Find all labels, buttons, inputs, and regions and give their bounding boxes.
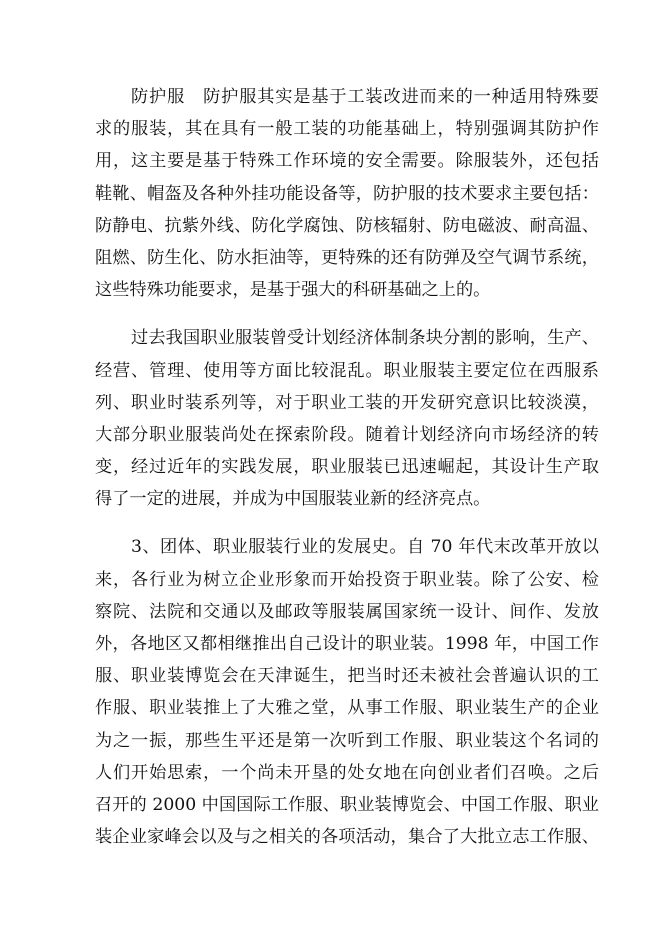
- paragraph-protective-clothing: [95, 81, 599, 306]
- paragraph-history-background: [95, 322, 599, 515]
- paragraph-industry-development: [95, 531, 599, 853]
- text-line: 防静电、抗紫外线、防化学腐蚀、防核辐射、防电磁波、耐高温、: [95, 215, 599, 236]
- text-line: 来，各行业为树立企业形象而开始投资于职业装。除了公安、检: [95, 569, 599, 590]
- text-line: 服、职业装博览会在天津诞生，把当时还未被社会普遍认识的工: [95, 666, 599, 687]
- text-line: 召开的 2000 中国国际工作服、职业装博览会、中国工作服、职业: [95, 794, 599, 815]
- text-line: 大部分职业服装尚处在探索阶段。随着计划经济向市场经济的转: [95, 424, 599, 445]
- text-line: 人们开始思索，一个尚未开垦的处女地在向创业者们召唤。之后: [95, 762, 599, 783]
- text-line: 这些特殊功能要求，是基于强大的科研基础之上的。: [95, 280, 491, 301]
- text-line: 阻燃、防生化、防水拒油等，更特殊的还有防弹及空气调节系统，: [95, 247, 599, 268]
- text-line: 变，经过近年的实践发展，职业服装已迅速崛起，其设计生产取: [95, 457, 599, 478]
- text-line: 列、职业时装系列等，对于职业工装的开发研究意识比较淡漠，: [95, 392, 599, 413]
- text-line: 作服、职业装推上了大雅之堂，从事工作服、职业装生产的企业: [95, 698, 599, 719]
- text-line: 为之一振，那些生平还是第一次听到工作服、职业装这个名词的: [95, 730, 599, 751]
- text-line: 外，各地区又都相继推出自己设计的职业装。1998 年，中国工作: [95, 634, 599, 654]
- document-body: [95, 81, 599, 869]
- text-line: 鞋靴、帽盔及各种外挂功能设备等，防护服的技术要求主要包括：: [95, 183, 599, 204]
- text-line: 3、团体、职业服装行业的发展史。自 70 年代末改革开放以: [131, 537, 599, 558]
- text-line: 用，这主要是基于特殊工作环境的安全需要。除服装外，还包括: [95, 151, 599, 172]
- text-line: 装企业家峰会以及与之相关的各项活动，集合了大批立志工作服、: [95, 827, 599, 848]
- text-line: 防护服 防护服其实是基于工装改进而来的一种适用特殊要: [131, 87, 599, 107]
- text-line: 察院、法院和交通以及邮政等服装属国家统一设计、间作、发放: [95, 601, 599, 622]
- text-line: 得了一定的进展，并成为中国服装业新的经济亮点。: [95, 489, 491, 510]
- text-line: 求的服装，其在具有一般工装的功能基础上，特别强调其防护作: [95, 119, 599, 140]
- text-line: 过去我国职业服装曾受计划经济体制条块分割的影响，生产、: [131, 328, 599, 349]
- text-line: 经营、管理、使用等方面比较混乱。职业服装主要定位在西服系: [95, 360, 599, 381]
